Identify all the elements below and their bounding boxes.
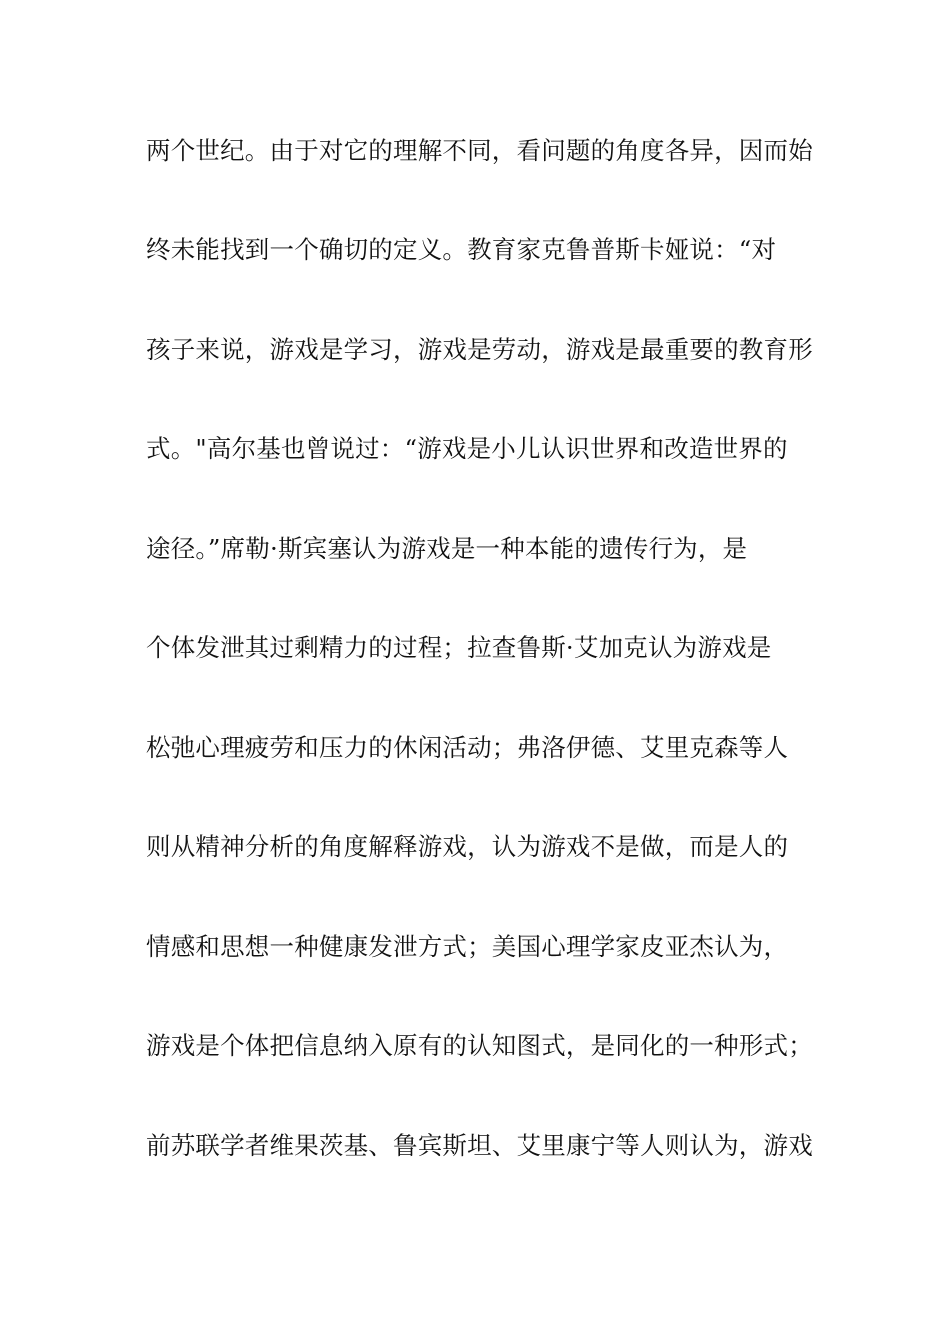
- text-line-5: 途径。”席勒·斯宾塞认为游戏是一种本能的遗传行为，是: [146, 534, 748, 563]
- text-line-9: 情感和思想一种健康发泄方式；美国心理学家皮亚杰认为，: [146, 932, 789, 961]
- text-line-1: 两个世纪。由于对它的理解不同，看问题的角度各异，因而始: [146, 136, 813, 165]
- text-line-7: 松弛心理疲劳和压力的休闲活动；弗洛伊德、艾里克森等人: [146, 733, 789, 762]
- text-line-4: 式。"高尔基也曾说过：“游戏是小儿认识世界和改造世界的: [146, 434, 788, 463]
- text-line-3: 孩子来说，游戏是学习，游戏是劳动，游戏是最重要的教育形: [146, 335, 813, 364]
- text-line-8: 则从精神分析的角度解释游戏，认为游戏不是做，而是人的: [146, 832, 789, 861]
- text-line-10: 游戏是个体把信息纳入原有的认知图式，是同化的一种形式；: [146, 1031, 813, 1060]
- text-line-2: 终未能找到一个确切的定义。教育家克鲁普斯卡娅说：“对: [146, 235, 777, 264]
- text-line-6: 个体发泄其过剩精力的过程；拉查鲁斯·艾加克认为游戏是: [146, 633, 772, 662]
- text-line-11: 前苏联学者维果茨基、鲁宾斯坦、艾里康宁等人则认为，游戏: [146, 1131, 813, 1160]
